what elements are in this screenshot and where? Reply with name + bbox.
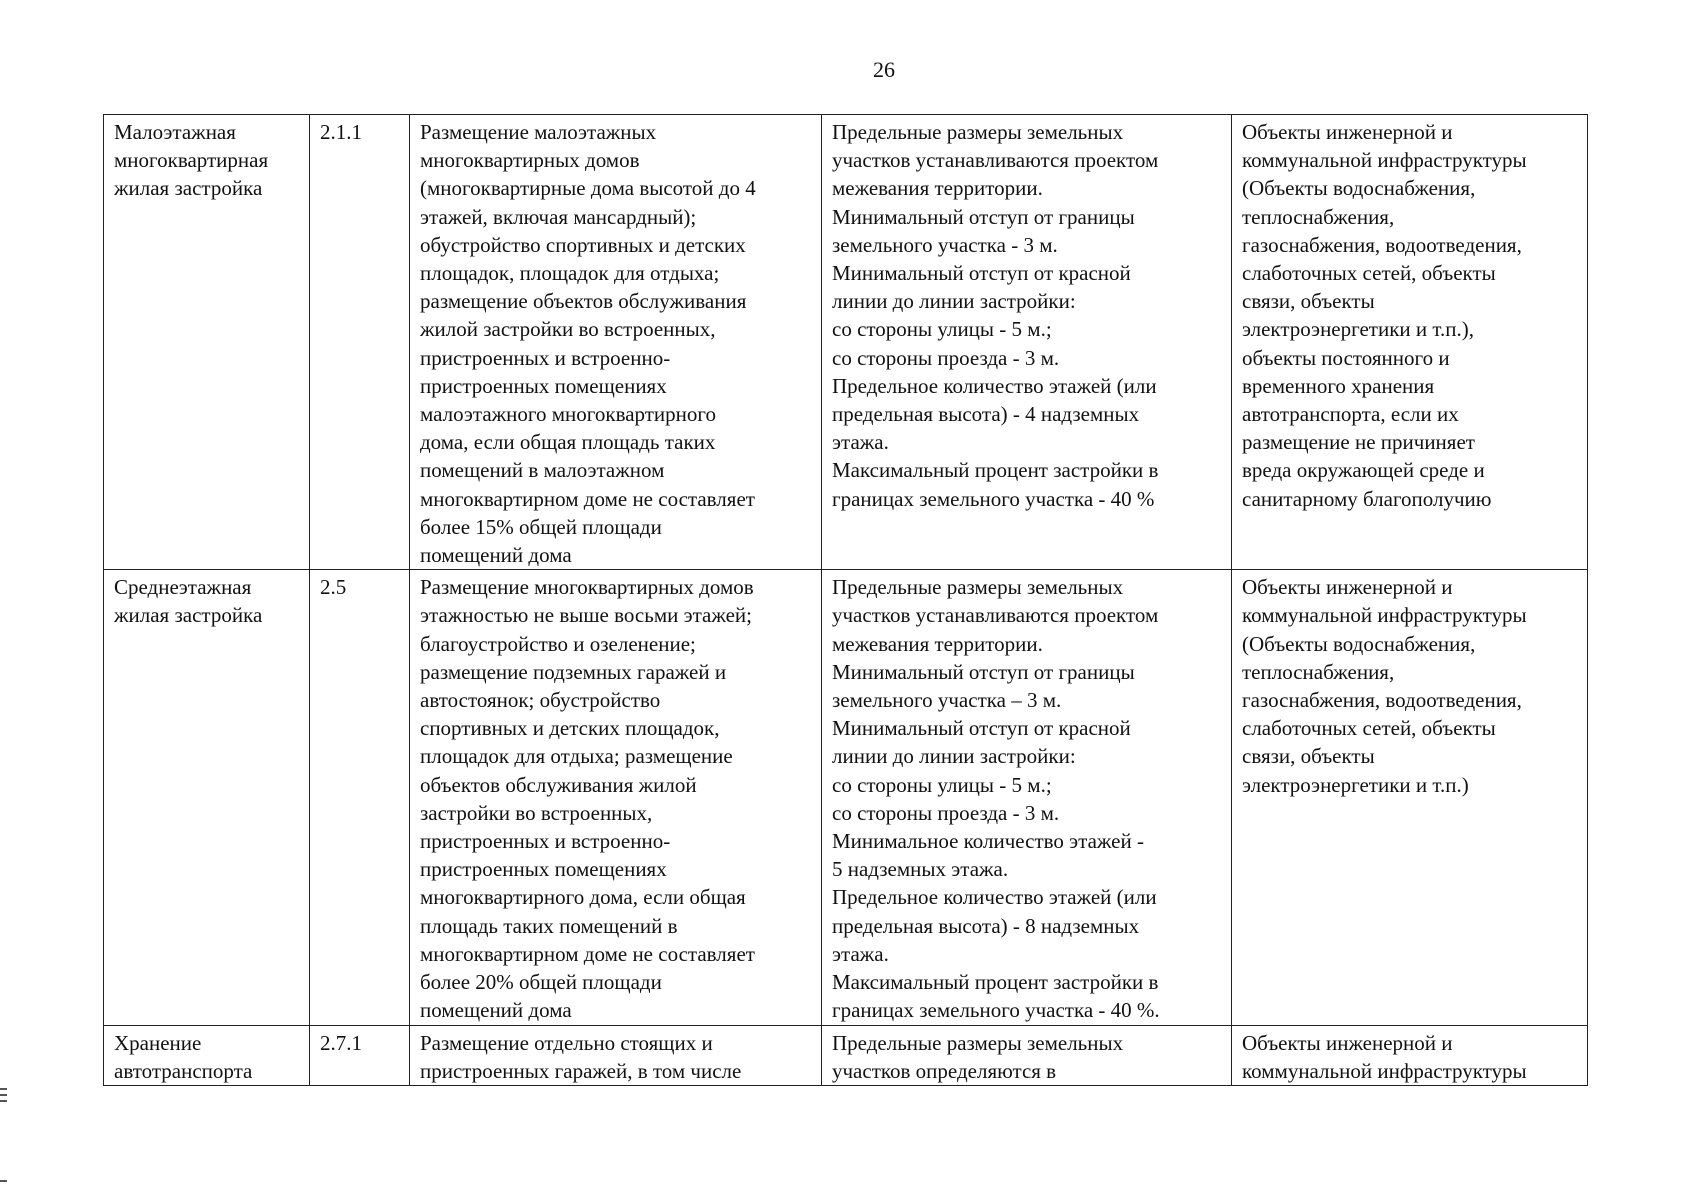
cell-text-line: помещений в малоэтажном (420, 458, 665, 483)
cell-text-line: теплоснабжения, (1242, 204, 1395, 229)
cell-text-line: жилая застройка (114, 603, 263, 628)
cell-text-line: многоквартирная (114, 148, 269, 173)
cell-text-line: коммунальной инфраструктуры (1242, 603, 1527, 628)
cell-text-line: предельная высота) - 8 надземных (832, 913, 1140, 938)
land-use-parameters-cell (822, 570, 1232, 1025)
cell-text-line: автостоянок; обустройство (420, 688, 661, 713)
scan-margin-mark (0, 1180, 7, 1182)
cell-text-line: Минимальный отступ от границы (832, 204, 1135, 229)
land-use-name-cell (104, 115, 310, 570)
land-use-parameters-cell (822, 1025, 1232, 1085)
cell-text-line: 2.1.1 (320, 120, 362, 144)
cell-text-line: обустройство спортивных и детских (420, 232, 746, 257)
cell-text-line: Предельное количество этажей (или (832, 885, 1157, 910)
land-use-code-cell (310, 1025, 410, 1085)
cell-text-line: Минимальное количество этажей - (832, 829, 1144, 854)
cell-text-line: размещение подземных гаражей и (420, 659, 727, 684)
cell-text-line: Размещение малоэтажных (420, 120, 657, 144)
cell-text-line: этажностью не выше восьми этажей; (420, 603, 752, 628)
cell-text-line: вреда окружающей среде и (1242, 458, 1485, 483)
cell-text-line: этажей, включая мансардный); (420, 204, 697, 229)
cell-text-line: слаботочных сетей, объекты (1242, 261, 1496, 286)
cell-text-line: связи, объекты (1242, 289, 1375, 314)
cell-text-line: линии до линии застройки: (832, 289, 1076, 314)
cell-text-line: со стороны проезда - 3 м. (832, 800, 1060, 825)
cell-text-line: предельная высота) - 4 надземных (832, 402, 1140, 427)
cell-text-line: Размещение отдельно стоящих и (420, 1030, 713, 1055)
cell-text-line: пристроенных и встроенно- (420, 829, 671, 854)
cell-text-line: более 15% общей площади (420, 514, 662, 539)
land-use-description-cell (410, 1025, 822, 1085)
cell-text-line: Предельное количество этажей (или (832, 373, 1157, 398)
cell-text-line: площадок для отдыха; размещение (420, 744, 733, 769)
cell-text-line: теплоснабжения, (1242, 659, 1395, 684)
land-use-description-cell (410, 570, 822, 1025)
cell-text-line: линии до линии застройки: (832, 744, 1076, 769)
cell-text-line: газоснабжения, водоотведения, (1242, 688, 1522, 713)
cell-text-line: коммунальной инфраструктуры (1242, 1058, 1527, 1083)
scan-margin-mark (0, 1094, 7, 1096)
cell-text-line: 2.5 (320, 575, 347, 600)
cell-text-line: размещение не причиняет (1242, 430, 1475, 455)
cell-text-line: Предельные размеры земельных (832, 575, 1124, 600)
cell-text-line: жилой застройки во встроенных, (420, 317, 716, 342)
cell-text-line: Минимальный отступ от красной (832, 716, 1131, 741)
cell-text-line: помещений дома (420, 543, 572, 568)
page-number: 26 (873, 57, 895, 82)
scan-margin-mark (0, 1088, 7, 1090)
cell-text-line: электроэнергетики и т.п.) (1242, 772, 1469, 797)
cell-text-line: со стороны проезда - 3 м. (832, 345, 1060, 370)
cell-text-line: малоэтажного многоквартирного (420, 402, 716, 427)
cell-text-line: спортивных и детских площадок, (420, 716, 720, 741)
cell-text-line: размещение объектов обслуживания (420, 289, 747, 314)
cell-text-line: Малоэтажная (114, 120, 236, 144)
cell-text-line: (Объекты водоснабжения, (1242, 176, 1476, 201)
cell-text-line: Объекты инженерной и (1242, 575, 1453, 600)
cell-text-line: Предельные размеры земельных (832, 1030, 1124, 1055)
land-use-name-cell (104, 570, 310, 1025)
cell-text-line: со стороны улицы - 5 м.; (832, 772, 1052, 797)
cell-text-line: Объекты инженерной и (1242, 1030, 1453, 1055)
auxiliary-uses-cell (1232, 115, 1588, 570)
cell-text-line: электроэнергетики и т.п.), (1242, 317, 1474, 342)
cell-text-line: межевания территории. (832, 631, 1043, 656)
cell-text-line: Максимальный процент застройки в (832, 970, 1159, 995)
cell-text-line: более 20% общей площади (420, 970, 662, 995)
cell-text-line: Максимальный процент застройки в (832, 458, 1159, 483)
cell-text-line: многоквартирных домов (420, 148, 640, 173)
cell-text-line: коммунальной инфраструктуры (1242, 148, 1527, 173)
cell-text-line: пристроенных гаражей, в том числе (420, 1058, 742, 1083)
cell-text-line: 5 надземных этажа. (832, 857, 1009, 882)
cell-text-line: (многоквартирные дома высотой до 4 (420, 176, 756, 201)
cell-text-line: со стороны улицы - 5 м.; (832, 317, 1052, 342)
cell-text-line: автотранспорта (114, 1058, 253, 1083)
cell-text-line: Размещение многоквартирных домов (420, 575, 754, 600)
zoning-table (103, 114, 1588, 1086)
cell-text-line: жилая застройка (114, 176, 263, 201)
cell-text-line: временного хранения (1242, 373, 1435, 398)
cell-text-line: этажа. (832, 941, 889, 966)
cell-text-line: межевания территории. (832, 176, 1043, 201)
land-use-parameters-cell (822, 115, 1232, 570)
cell-text-line: Среднеэтажная (114, 575, 252, 600)
cell-text-line: Минимальный отступ от границы (832, 659, 1135, 684)
cell-text-line: (Объекты водоснабжения, (1242, 631, 1476, 656)
cell-text-line: Предельные размеры земельных (832, 120, 1124, 144)
table-row (104, 1025, 1588, 1085)
land-use-code-cell (310, 570, 410, 1025)
scan-margin-mark (0, 1100, 7, 1102)
cell-text-line: Минимальный отступ от красной (832, 261, 1131, 286)
cell-text-line: пристроенных и встроенно- (420, 345, 671, 370)
cell-text-line: границах земельного участка - 40 %. (832, 998, 1160, 1023)
cell-text-line: газоснабжения, водоотведения, (1242, 232, 1522, 257)
cell-text-line: объекты постоянного и (1242, 345, 1450, 370)
cell-text-line: участков определяются в (832, 1058, 1057, 1083)
land-use-description-cell (410, 115, 822, 570)
cell-text-line: благоустройство и озеленение; (420, 631, 696, 656)
land-use-name-cell (104, 1025, 310, 1085)
cell-text-line: Объекты инженерной и (1242, 120, 1453, 144)
cell-text-line: застройки во встроенных, (420, 800, 653, 825)
cell-text-line: санитарному благополучию (1242, 486, 1492, 511)
cell-text-line: участков устанавливаются проектом (832, 603, 1159, 628)
cell-text-line: многоквартирном доме не составляет (420, 941, 755, 966)
cell-text-line: объектов обслуживания жилой (420, 772, 697, 797)
cell-text-line: этажа. (832, 430, 889, 455)
cell-text-line: площадок, площадок для отдыха; (420, 261, 720, 286)
table-row (104, 115, 1588, 570)
land-use-code-cell (310, 115, 410, 570)
auxiliary-uses-cell (1232, 570, 1588, 1025)
cell-text-line: границах земельного участка - 40 % (832, 486, 1155, 511)
cell-text-line: слаботочных сетей, объекты (1242, 716, 1496, 741)
auxiliary-uses-cell (1232, 1025, 1588, 1085)
cell-text-line: земельного участка – 3 м. (832, 688, 1062, 713)
cell-text-line: пристроенных помещениях (420, 373, 667, 398)
cell-text-line: связи, объекты (1242, 744, 1375, 769)
cell-text-line: многоквартирного дома, если общая (420, 885, 746, 910)
cell-text-line: Хранение (114, 1030, 202, 1055)
cell-text-line: помещений дома (420, 998, 572, 1023)
cell-text-line: 2.7.1 (320, 1030, 362, 1055)
cell-text-line: участков устанавливаются проектом (832, 148, 1159, 173)
cell-text-line: земельного участка - 3 м. (832, 232, 1058, 257)
cell-text-line: автотранспорта, если их (1242, 402, 1459, 427)
cell-text-line: многоквартирном доме не составляет (420, 486, 755, 511)
cell-text-line: площадь таких помещений в (420, 913, 678, 938)
table-row (104, 570, 1588, 1025)
cell-text-line: дома, если общая площадь таких (420, 430, 716, 455)
cell-text-line: пристроенных помещениях (420, 857, 667, 882)
